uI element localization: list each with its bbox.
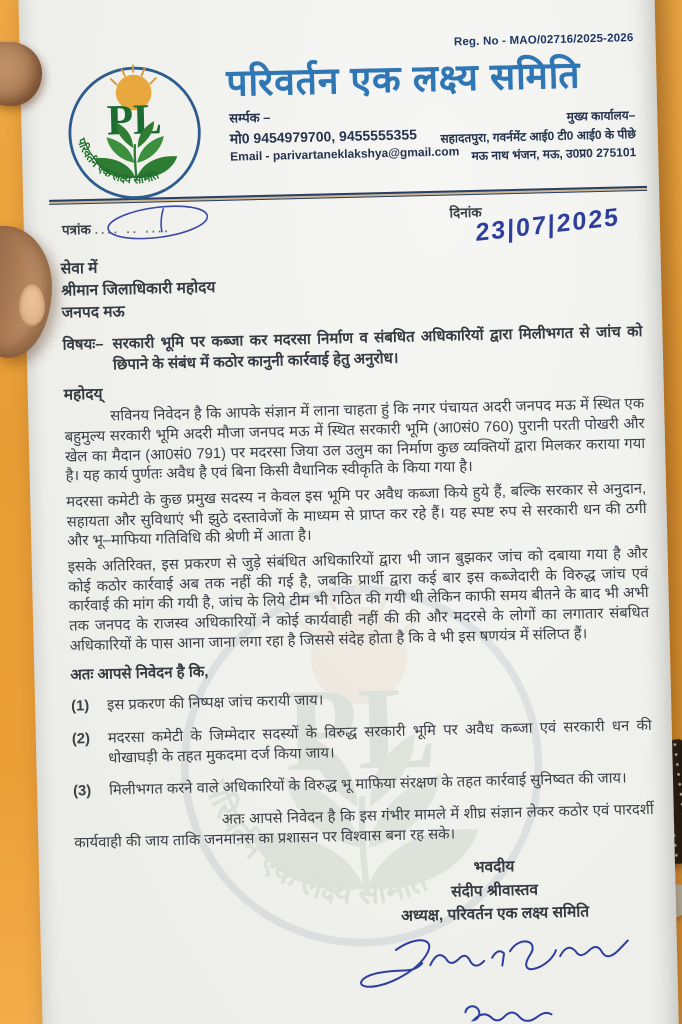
subject-line — [62, 322, 643, 377]
closing-paragraph: अतः आपसे निवेदन है कि इस गंभीर मामले में शीघ्र संज्ञान लेकर कठोर एवं पारदर्शी कार्यवाही की जाय ताकि जनमानस का प्रशासन पर विश्वास बना रह सके। — [74, 801, 654, 852]
recipient-line1: सेवा में — [60, 259, 98, 278]
handwritten-date: 23|07|2025 — [475, 202, 621, 248]
organization-name: परिवर्तन एक लक्ष्य समिति — [225, 54, 581, 104]
subject-label: विषयः– — [62, 335, 104, 354]
request-text: इस प्रकरण की निष्पक्ष जांच करायी जाय। — [106, 693, 324, 715]
request-number: (1) — [70, 698, 90, 715]
letter-paper — [18, 0, 680, 1024]
contact-label: सर्म्पक – — [229, 109, 271, 126]
request-item-1 — [71, 684, 651, 717]
request-number: (3) — [72, 783, 92, 800]
request-text: मिलीभगत करने वाले अधिकारियों के विरुद्ध भू माफिया संरक्षण के तहत कार्रवाई सुनिष्वत की जाय। — [108, 770, 627, 800]
recipient-line3: जनपद मऊ — [61, 303, 125, 322]
recipient-block — [61, 245, 642, 325]
signoff-name: संदीप श्रीवास्तव — [450, 881, 539, 901]
request-item-2 — [72, 717, 653, 770]
body-paragraph-3: इसके अतिरिक्त, इस प्रकरण से जुड़े संबंधित अधिकारियों द्वारा भी जान बुझकर जांच को दबाया गया है और कोई कठोर कार्रवाई अब तक नहीं की गई है, जबकि प्रार्थी द्वारा कई बार इस कब्जेदारी के विरुद्ध जांच एवं कार्रवाई की मांग की गयी है, जांच के लिये टीम भी गठित की गयी थी लेकिन काफी समय बीतने के बाद भी अभी तक जनपद के राजस्व अधिकारियों ने कोई कार्यवाही नहीं की की और मदरसे के लोगों का लगातार संबधित अधिकारियों के पास आना जाना लगा रहा है जिससे संदेह होता है कि वे भी इस षणयंत्र में संलिप्त हैं। — [67, 546, 650, 655]
office-label: मुख्य कार्यालय– — [566, 108, 636, 124]
pen-circle-icon — [97, 201, 218, 246]
letterhead — [56, 34, 639, 196]
organization-logo — [58, 56, 211, 209]
signoff-designation: अध्यक्ष, परिवर्तन एक लक्ष्य समिति — [400, 903, 590, 925]
salutation: महोदय् — [63, 386, 103, 405]
phone-numbers: मो0 9454979700, 9455555355 — [229, 126, 418, 147]
request-intro: अतः आपसे निवेदन है कि, — [70, 663, 209, 685]
ref-number-label: पत्रांक — [61, 221, 92, 238]
body-paragraph-1: सविनय निवेदन है कि आपके संज्ञान में लाना चाहता हुं कि नगर पंचायत अदरी जनपद मऊ में स्थित एक बहुमुल्य सरकारी भूमि अदरी मौजा जनपद मऊ में स्थित सरकारी भूमि (आ0सं0 760) पुरानी परती पोखरी और खेल का मैदान (आ0सं0 791) पर मदरसा जिया उल उलुम का निर्माण कुछ व्यक्तियों द्वारा मिलकर कराया गया है। यह कार्य पुर्णतः अवैध है एवं बिना किसी वैधानिक स्वीकृति के किया गया है। — [64, 396, 646, 486]
office-address-line2: मऊ नाथ भंजन, मऊ, उ0प्र0 275101 — [471, 145, 637, 164]
office-address-line1: सहादतपुरा, गवर्नमेंट आई0 टी0 आई0 के पीछे — [440, 126, 636, 146]
request-number: (2) — [71, 731, 91, 748]
handwritten-signature-icon — [345, 924, 647, 1024]
ref-dotted-line: .... .. .... — [94, 221, 171, 237]
office-address-block — [440, 106, 637, 166]
contact-block — [229, 104, 459, 166]
fingernail — [19, 284, 45, 326]
registration-number: Reg. No - MAO/02716/2025-2026 — [453, 32, 634, 49]
signoff-regards: भवदीय — [473, 858, 515, 877]
email-address: Email - parivartaneklakshya@gmail.com — [230, 144, 460, 164]
date-label: दिनांक — [449, 204, 482, 221]
request-item-3 — [73, 769, 653, 802]
request-text: मदरसा कमेटी के जिम्मेदार सदस्यों के विरुद्ध सरकारी भूमि पर अवैध कब्जा एवं सरकारी धन की धोखाघड़ी के तहत मुकदमा दर्ज किया जाय। — [107, 717, 652, 767]
body-paragraph-2: मदरसा कमेटी के कुछ प्रमुख सदस्य न केवल इस भूमि पर अवैध कब्जा किये हुये हैं, बल्कि सरकार से अनुदान, सहायता और सुविधाएं भी झुठे दस्तावेजों के माध्यम से प्राप्त कर रहे हैं। यह स्पष्ट रुप से सरकारी धन की ठगी और भू–माफिया गतिविधि की श्रेणी में आता है। — [66, 481, 647, 551]
recipient-line2: श्रीमान जिलाधिकारी महोदय — [61, 279, 216, 300]
signoff-block — [339, 852, 653, 1024]
subject-text: सरकारी भूमि पर कब्जा कर मदरसा निर्माण व संबधित अधिकारियों द्वारा मिलीभगत से जांच को छिपाने के संबंध में कठोर कानुनी कार्रवाई हेतु अनुरोध। — [112, 322, 643, 374]
